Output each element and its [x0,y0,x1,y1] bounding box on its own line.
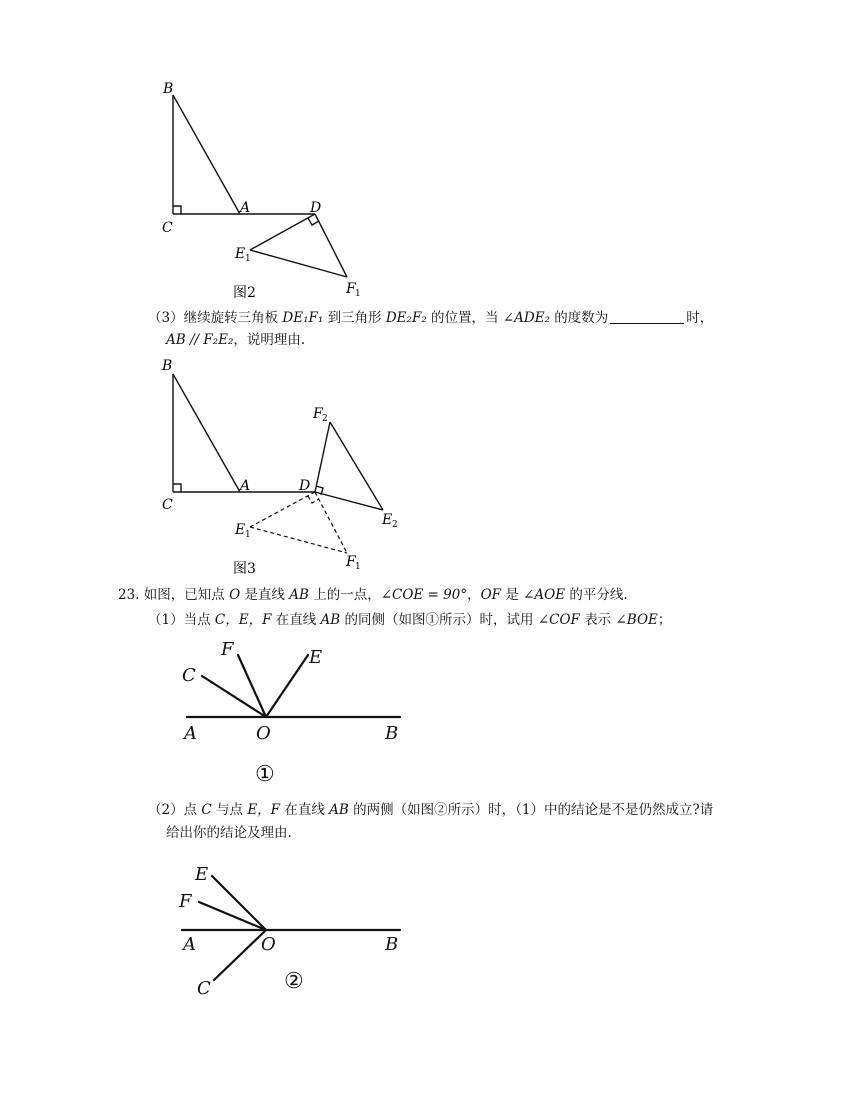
label-F1: F [346,554,356,570]
math: O [229,587,241,603]
text: 是 [505,587,519,603]
figure-q2-caption: ② [284,969,304,994]
label-B: B [162,358,173,374]
text: 表示 [584,612,612,628]
label-D: D [310,200,322,216]
label-C: C [162,497,173,513]
text: 的两侧（如图②所示）时，（1）中的结论是不是仍然成立?请 [353,802,714,818]
label-E: E [195,864,209,885]
math: C [201,802,212,818]
q22-part3-line2 [166,330,305,350]
text: 的位置，当 [431,310,499,326]
label-E1: E [235,246,246,262]
label-A: A [183,934,196,955]
label-F1-sub: 1 [355,289,361,299]
label-O: O [256,723,271,744]
text: 与点 [216,802,244,818]
text: 在直线 [284,802,325,818]
text: 的平分线. [569,587,628,603]
q23-part2-line2 [166,823,292,843]
math: AB [320,612,341,628]
q22-part3-line1 [148,308,713,328]
label-D: D [299,478,311,494]
q23-part2-line1 [148,800,713,820]
label-O: O [261,934,276,955]
label-F: F [221,639,234,660]
q23-part1 [148,610,671,630]
math: C，E，F [214,612,272,628]
figure-3-caption: 图3 [233,561,256,577]
text: 到三角形 [327,310,382,326]
math: ∠BOE [615,612,658,628]
label-B: B [163,81,174,97]
figure-q1-caption: ① [255,762,275,786]
text: 的同侧（如图①所示）时，试用 [344,612,534,628]
label-C: C [162,220,173,236]
label-B: B [385,934,399,955]
text: 在直线 [275,612,317,628]
answer-blank [610,309,684,324]
label-E1-sub: 1 [245,254,251,264]
label-F1: F [346,281,356,297]
math: DE₁F₁ [282,310,324,326]
figure-2-caption: 图2 [233,285,256,301]
math: E，F [247,802,281,818]
label-E1-sub: 1 [245,530,251,540]
text: ， [467,587,481,603]
math: ∠COF [537,612,580,628]
label-C: C [197,978,211,999]
math: ∠COE = 90° [380,587,468,603]
figure-q2 [172,858,412,1008]
text: ，说明理由. [233,332,306,348]
label-E2-sub: 2 [392,520,398,530]
figure-3 [150,352,410,582]
math: ∠AOE [523,587,566,603]
figure-q1 [175,636,415,786]
math: AB [289,587,309,603]
label-A: A [240,200,251,216]
math: AB [329,802,349,818]
text: 的度数为 [554,310,609,326]
math: AB // F₂E₂ [166,332,234,348]
label-E: E [309,647,323,668]
math: ∠ADE₂ [502,310,550,326]
figure-2 [150,75,390,305]
math: DE₂F₂ [385,310,427,326]
math: OF [480,587,502,603]
label-C: C [182,665,196,686]
text: （2）点 [148,802,198,818]
text: 时， [686,310,714,326]
label-F: F [179,891,192,912]
text: ； [657,612,672,628]
label-E2: E [382,512,393,528]
label-B: B [385,723,399,744]
text: 给出你的结论及理由. [166,825,292,841]
label-E1: E [235,522,246,538]
label-F1-sub: 1 [355,562,361,572]
text: （3）继续旋转三角板 [148,310,279,326]
text: 上的一点， [313,587,381,603]
label-F2-sub: 2 [322,414,328,424]
q23-stem [118,585,628,605]
text: （1）当点 [148,612,211,628]
label-A: A [240,478,251,494]
text: 是直线 [244,587,285,603]
label-F2: F [313,406,323,422]
text: 23. 如图，已知点 [118,587,225,603]
label-A: A [184,723,197,744]
